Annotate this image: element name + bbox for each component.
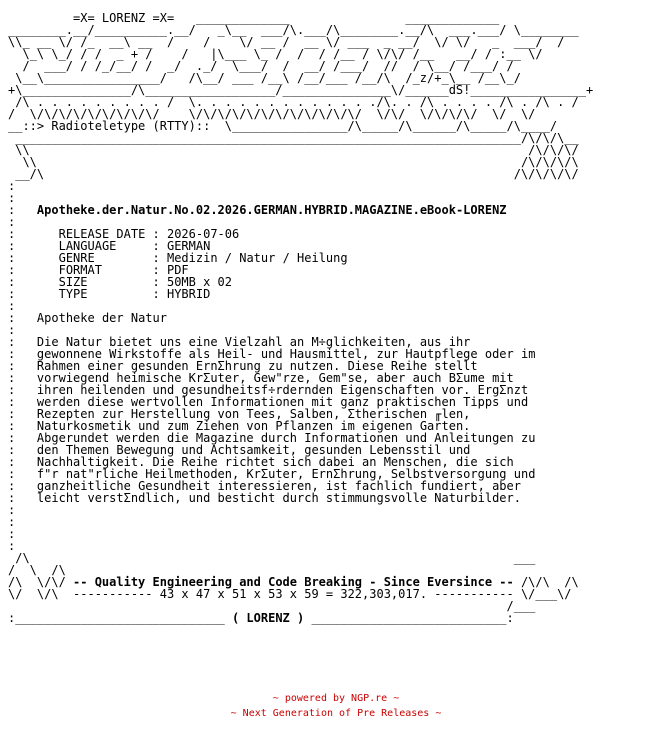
description-line: Rahmen einer gesunden ErnΣhrung zu nutzen. Diese Reihe stellt bbox=[36, 359, 478, 373]
box-edge: : bbox=[8, 443, 16, 457]
header-art-line: / \/\/\/\/\/\/\/\/\/ \/\/\/\/\/\/\/\/\/\/\/\/ \/\/ \/\/\/\/ \/ \/ bbox=[8, 107, 536, 121]
section-header: __::> Radioteletype (RTTY):: \________________/\_____/\______/\_____/\____/ bbox=[8, 119, 558, 133]
box-edge: : bbox=[8, 227, 16, 241]
box-edge: : bbox=[8, 287, 16, 301]
box-edge: : bbox=[8, 179, 16, 193]
field-label: RELEASE DATE bbox=[58, 227, 146, 241]
box-edge: : bbox=[8, 539, 16, 553]
box-border-line: /\ ___ bbox=[8, 551, 536, 565]
box-edge: : bbox=[8, 407, 16, 421]
description-line: leicht verstΣndlich, und besticht durch stimmungsvolle Naturbilder. bbox=[36, 491, 521, 505]
header-art-line: \__\________________/ /\__/ ___ /__\ /__/___ /__/\ /_z/+_\__ /__\_/ bbox=[8, 71, 521, 85]
box-edge: : bbox=[8, 335, 16, 349]
box-edge: : bbox=[8, 239, 16, 253]
numbers-line: ----------- 43 x 47 x 51 x 53 x 59 = 322,303,017. ----------- bbox=[73, 587, 514, 601]
description-line: Naturkosmetik und zum Ziehen von Pflanzen im eigenen Garten. bbox=[36, 419, 471, 433]
release-title: Apotheke.der.Natur.No.02.2026.GERMAN.HYBRID.MAGAZINE.eBook-LORENZ bbox=[36, 203, 507, 217]
field-label: GENRE bbox=[58, 251, 146, 265]
field-value: Medizin / Natur / Heilung bbox=[166, 251, 348, 265]
box-edge: : bbox=[8, 263, 16, 277]
box-edge: : bbox=[8, 431, 16, 445]
box-border-line: \\ /\/\/\/\ bbox=[8, 155, 579, 169]
box-edge: : bbox=[8, 419, 16, 433]
box-edge: : bbox=[8, 371, 16, 385]
header-art-line: ________.__/__________.__/ _\__ ___/\.___/\________.__/\ ___.___/ \________ bbox=[8, 23, 579, 37]
description-line: ihren heilenden und gesundheitsf÷rdernden Eigenschaften vor. ErgΣnzt bbox=[36, 383, 529, 397]
powered-by-text: ~ powered by NGP.re ~ bbox=[272, 693, 400, 704]
box-edge: : bbox=[8, 323, 16, 337]
box-edge: : bbox=[8, 347, 16, 361]
release-subtitle: Apotheke der Natur bbox=[36, 311, 167, 325]
box-edge: : bbox=[8, 275, 16, 289]
box-edge: : bbox=[8, 203, 16, 217]
tagline: -- Quality Engineering and Code Breaking - Since Eversince -- bbox=[73, 575, 514, 589]
box-edge: : bbox=[8, 527, 16, 541]
field-value: HYBRID bbox=[166, 287, 211, 301]
field-label: TYPE bbox=[58, 287, 146, 301]
header-art-line: /\ . . . . . . . . . / \. . . . . . . . . . . . ./\. . /\ . . . . /\ . /\ . / bbox=[8, 95, 579, 109]
box-edge: : bbox=[8, 491, 16, 505]
box-edge: : bbox=[8, 191, 16, 205]
field-value: 50MB x 02 bbox=[166, 275, 233, 289]
box-border-line: __/\ /\/\/\/\/ bbox=[8, 167, 579, 181]
box-edge: : bbox=[8, 467, 16, 481]
box-border-line: ______________________________________________________________________/\/\/\__ bbox=[8, 131, 579, 145]
description-line: den Themen Bewegung und Achtsamkeit, gesunden Lebensstil und bbox=[36, 443, 471, 457]
description-line: werden diese wertvollen Informationen mit ganz praktischen Tipps und bbox=[36, 395, 529, 409]
description-line: Die Natur bietet uns eine Vielzahl an M÷glichkeiten, aus ihr bbox=[36, 335, 471, 349]
box-edge: : bbox=[8, 479, 16, 493]
box-border-line: / \ /\ bbox=[8, 563, 66, 577]
box-edge: : bbox=[8, 215, 16, 229]
description-line: vorwiegend heimische KrΣuter, Gew"rze, Gem"se, aber auch BΣume mit bbox=[36, 371, 514, 385]
header-art-line: / ___/ / /_/__/ / _/ ._/ \___/ / __/ /___/ // / \__/ /___/ / bbox=[8, 59, 514, 73]
box-edge: : bbox=[8, 359, 16, 373]
nfo-text: =X= LORENZ =X= _____________ _____________ ________.__/__________.__/ _\__ ___/\.___/\________.__/\ ___.___/ \________ \\_ __ \/ /_ __\ __ / / \/ __ / __ \/ ___ _ __/ \/ \/ _ ___/ / \_\ \_/ / / _ + / / |\___ \_ / / / /__ / \/\/ /__ __/ / :__ \/ / ___/ / /_/__/ / _/ ._/ \___/ / __/ /___/ // / \__/ /___/ / \__\________________/ /\__/ ___ /__\ /__/___ /__/\ /_z/+_\__ /__\_/ +\_______________/\__________________/_______________\/______dS!________________+ /\ . . . . . . . . . / \. . . . . . . . . . . . ./\. . /\ . . . . /\ . /\ . / / \/\/\/\/\/\/\/\/\/ \/\/\/\/\/\/\/\/\/\/\/\/ \/\/ \/\/\/\/ \/ \/ __::> Radioteletype (RTTY):: \________________/\_____/\______/\_____/\____/ ______________________________________________________________________/\/\/\__ \\ /\/\/\/ \\ /\/\/\/\ __/\ /\/\/\/\/ : : : Apotheke.der.Natur.No.02.2026.GERMAN.HYBRID.MAGAZINE.eBook-LORENZ : : RELEASE DATE : 2026-07-06 : LANGUAGE : GERMAN : GENRE : Medizin / Natur / Heilung : FORMAT : PDF : SIZE : 50MB x 02 : TYPE : HYBRID : : Apotheke der Natur : : Die Natur bietet uns eine Vielzahl an M÷glichkeiten, aus ihr : gewonnene Wirkstoffe als Heil- und Hausmittel, zur Hautpflege oder im : Rahmen einer gesunden ErnΣhrung zu nutzen. Diese Reihe stellt : vorwiegend heimische KrΣuter, Gew"rze, Gem"se, aber auch BΣume mit : ihren heilenden und gesundheitsf÷rdernden Eigenschaften vor. ErgΣnzt : werden diese wertvollen Informationen mit ganz praktischen Tipps und : Rezepten zur Herstellung von Tees, Salben, Σtherischen ╓len, : Naturkosmetik und zum Ziehen von Pflanzen im eigenen Garten. : Abgerundet werden die Magazine durch Informationen und Anleitungen zu : den Themen Bewegung und Achtsamkeit, gesunden Lebensstil und : Nachhaltigkeit. Die Reihe richtet sich dabei an Menschen, die sich : f"r nat"rliche Heilmethoden, KrΣuter, ErnΣhrung, Selbstversorgung und : ganzheitliche Gesundheit interessieren, ist fachlich fundiert, aber : leicht verstΣndlich, und besticht durch stimmungsvolle Naturbilder. : : : : /\ ___ / \ /\ /\ \/\/ -- Quality Engineering and Code Breaking - Since Eversince -- /\/\ /\ \/ \/\ ----------- 43 x 47 x 51 x 53 x 59 = 322,303,017. ----------- \/___\/ /___ :_____________________________ ( LORENZ ) ___________________________: bbox=[8, 11, 594, 625]
field-value: PDF bbox=[166, 263, 189, 277]
field-label: SIZE bbox=[58, 275, 146, 289]
field-value: GERMAN bbox=[166, 239, 211, 253]
field-label: LANGUAGE bbox=[58, 239, 146, 253]
next-generation-text: ~ Next Generation of Pre Releases ~ bbox=[230, 708, 442, 719]
header-art-line: =X= LORENZ =X= _____________ _____________ bbox=[8, 11, 500, 25]
box-edge: : bbox=[8, 503, 16, 517]
box-border-line: \\ /\/\/\/ bbox=[8, 143, 579, 157]
field-value: 2026-07-06 bbox=[166, 227, 240, 241]
box-edge: : bbox=[8, 455, 16, 469]
header-art-line: \_\ \_/ / / _ + / / |\___ \_ / / / /__ / \/\/ /__ __/ / :__ \/ bbox=[8, 47, 543, 61]
bottom-label: ( LORENZ ) bbox=[231, 611, 305, 625]
field-label: FORMAT bbox=[58, 263, 146, 277]
box-border-line: /___ bbox=[8, 599, 536, 613]
description-line: Nachhaltigkeit. Die Reihe richtet sich dabei an Menschen, die sich bbox=[36, 455, 514, 469]
header-art-line: \\_ __ \/ /_ __\ __ / / \/ __ / __ \/ ___ _ __/ \/ \/ _ ___/ / bbox=[8, 35, 565, 49]
header-art-line: +\_______________/\__________________/_______________\/______dS!________________+ bbox=[8, 83, 594, 97]
description-line: Abgerundet werden die Magazine durch Informationen und Anleitungen zu bbox=[36, 431, 536, 445]
box-edge: : bbox=[8, 515, 16, 529]
description-line: Rezepten zur Herstellung von Tees, Salben, Σtherischen ╓len, bbox=[36, 407, 471, 421]
box-edge: : bbox=[8, 299, 16, 313]
description-line: gewonnene Wirkstoffe als Heil- und Hausmittel, zur Hautpflege oder im bbox=[36, 347, 536, 361]
box-edge: : bbox=[8, 251, 16, 265]
description-line: f"r nat"rliche Heilmethoden, KrΣuter, ErnΣhrung, Selbstversorgung und bbox=[36, 467, 536, 481]
box-edge: : bbox=[8, 383, 16, 397]
box-edge: : bbox=[8, 311, 16, 325]
description-line: ganzheitliche Gesundheit interessieren, ist fachlich fundiert, aber bbox=[36, 479, 521, 493]
box-edge: : bbox=[8, 395, 16, 409]
